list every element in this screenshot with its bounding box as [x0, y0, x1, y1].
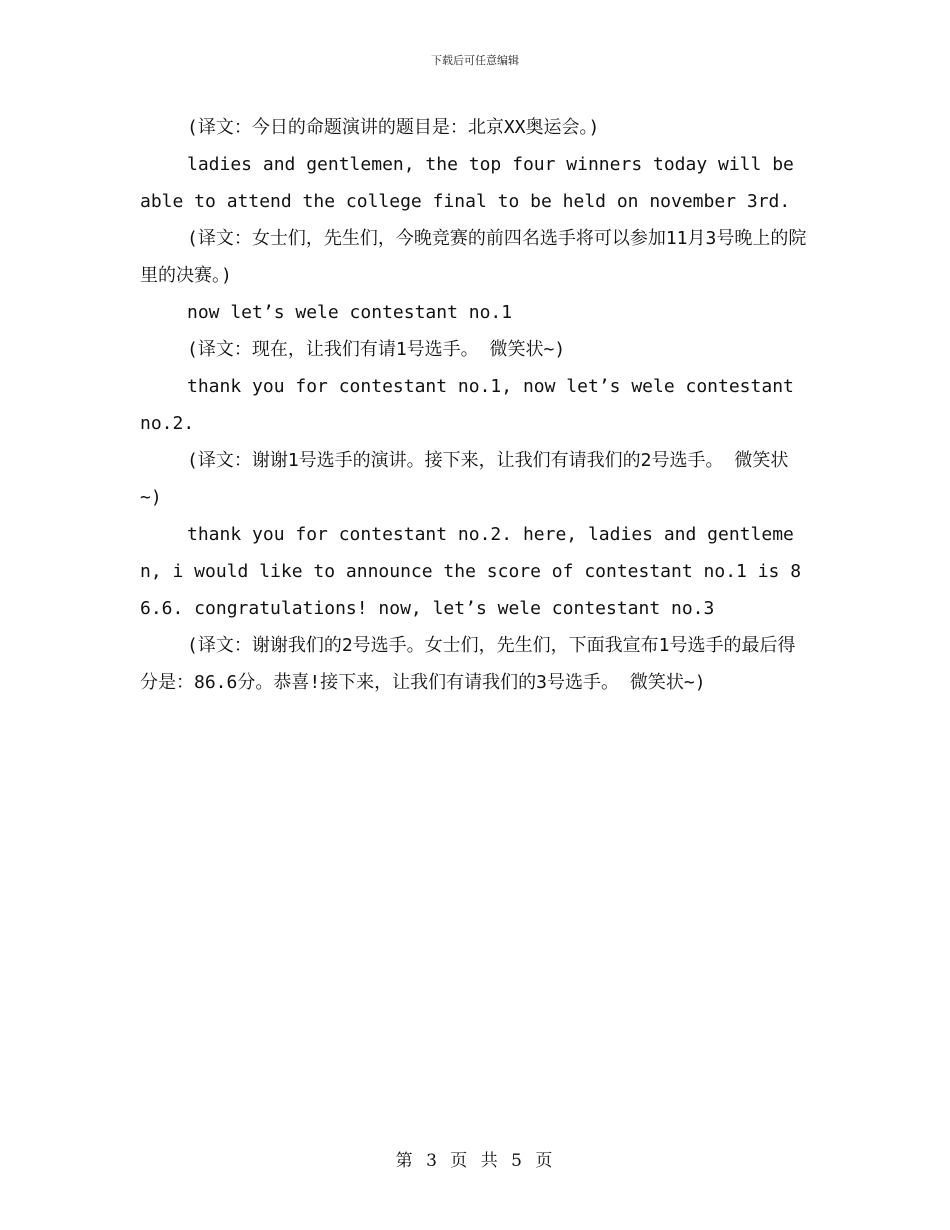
page-header-note: 下载后可任意编辑: [431, 54, 519, 67]
paragraph-translation-2: (译文：女士们，先生们，今晚竞赛的前四名选手将可以参加11月3号晚上的院里的决赛。): [140, 228, 807, 286]
paragraph-english-2: now let’s wele contestant no.1: [187, 302, 513, 323]
page-number-footer: 第 3 页 共 5 页: [395, 1151, 555, 1171]
document-body: [140, 109, 810, 701]
paragraph-english-4: thank you for contestant no.2. here, ladies and gentlemen, i would like to announce the score of contestant no.1 is 86.6. congratulations! now, let’s wele contestant no.3: [140, 524, 802, 619]
paragraph-translation-3: (译文：现在，让我们有请1号选手。 微笑状~): [187, 339, 566, 360]
paragraph-translation-4: (译文：谢谢1号选手的演讲。接下来，让我们有请我们的2号选手。 微笑状~): [140, 450, 789, 508]
paragraph-translation-5: (译文：谢谢我们的2号选手。女士们，先生们，下面我宣布1号选手的最后得分是：86.6分。恭喜!接下来，让我们有请我们的3号选手。 微笑状~): [140, 635, 796, 693]
paragraph-translation-1: (译文：今日的命题演讲的题目是：北京XX奥运会。): [187, 117, 600, 138]
paragraph-english-1: ladies and gentlemen, the top four winners today will be able to attend the college final to be held on november 3rd.: [140, 154, 794, 212]
paragraph-english-3: thank you for contestant no.1, now let’s wele contestant no.2.: [140, 376, 794, 434]
